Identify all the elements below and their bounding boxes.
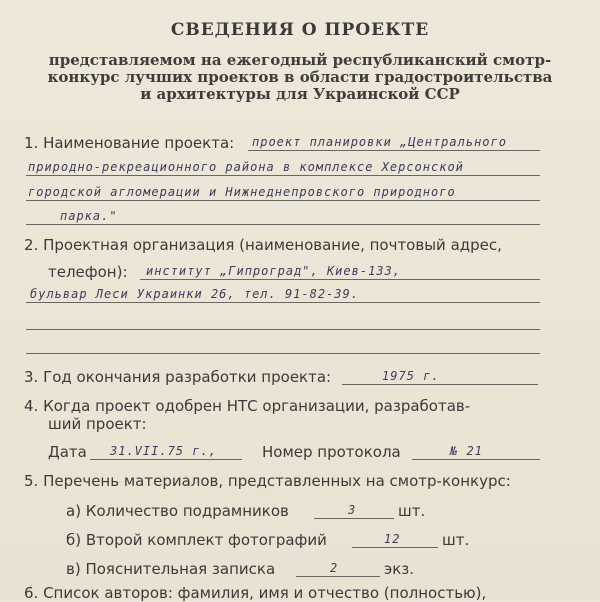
item2-blank-line2[interactable]: [26, 353, 540, 354]
item4-date-field[interactable]: [90, 441, 242, 460]
item5-b-value: 12: [384, 532, 401, 546]
form-subtitle: [40, 52, 560, 103]
item3-value: 1975 г.: [382, 369, 440, 383]
item1-label: 1. Наименование проекта:: [24, 134, 235, 152]
item1-value-line4: парка.": [60, 209, 118, 223]
item1-value-line3: городской агломерации и Нижнеднепровского природного: [28, 185, 456, 199]
item2-label-line2: телефон):: [48, 263, 128, 281]
subtitle-line-1: представляемом на ежегодный республиканский смотр-: [48, 51, 552, 69]
item6-label: 6. Список авторов: фамилия, имя и отчество (полностью),: [24, 584, 487, 602]
item4-protocol-label: Номер протокола: [262, 443, 401, 461]
form-title: СВЕДЕНИЯ О ПРОЕКТЕ: [170, 20, 430, 40]
item4-label-line1: 4. Когда проект одобрен НТС организации, разработав-: [24, 397, 471, 415]
item4-date-value: 31.VII.75 г.,: [110, 444, 217, 458]
item5-label: 5. Перечень материалов, представленных на смотр-конкурс:: [24, 472, 511, 490]
item1-value-line1: проект планировки „Центрального: [252, 135, 507, 149]
item3-label: 3. Год окончания разработки проекта:: [24, 368, 332, 386]
item5-b-field[interactable]: [352, 529, 438, 548]
item5-c-label: в) Пояснительная записка: [66, 560, 276, 578]
item5-c-unit: экз.: [384, 560, 415, 578]
item5-a-field[interactable]: [314, 500, 394, 519]
item1-value-line2: природно-рекреационного района в комплексе Херсонской: [28, 160, 464, 174]
item5-b-unit: шт.: [442, 531, 470, 549]
item4-label-line2: ший проект:: [48, 415, 147, 433]
item2-field-line2[interactable]: [26, 284, 540, 303]
item5-c-value: 2: [330, 561, 339, 575]
item1-field-line1[interactable]: [248, 132, 540, 151]
item2-value-line2: бульвар Леси Украинки 26, тел. 91-82-39.: [30, 287, 359, 301]
item1-field-line2[interactable]: [26, 157, 540, 176]
item4-protocol-value: № 21: [450, 444, 483, 458]
item5-a-value: 3: [348, 503, 357, 517]
item2-field-line1[interactable]: [140, 261, 540, 280]
item4-protocol-field[interactable]: [412, 441, 540, 460]
item5-a-unit: шт.: [398, 502, 426, 520]
item5-c-field[interactable]: [296, 558, 380, 577]
item2-value-line1: институт „Гипроград", Киев-133,: [146, 264, 401, 278]
item5-b-label: б) Второй комплект фотографий: [66, 531, 327, 549]
item1-field-line3[interactable]: [26, 182, 540, 201]
item3-field[interactable]: [342, 366, 538, 385]
item1-field-line4[interactable]: [26, 206, 540, 225]
item4-date-label: Дата: [48, 443, 87, 461]
item2-blank-line1[interactable]: [26, 329, 540, 330]
subtitle-line-2: конкурс лучших проектов в области градостроительства: [47, 68, 553, 86]
item2-label-line1: 2. Проектная организация (наименование, почтовый адрес,: [24, 236, 502, 254]
item5-a-label: а) Количество подрамников: [66, 502, 289, 520]
subtitle-line-3: и архитектуры для Украинской ССР: [140, 85, 460, 103]
